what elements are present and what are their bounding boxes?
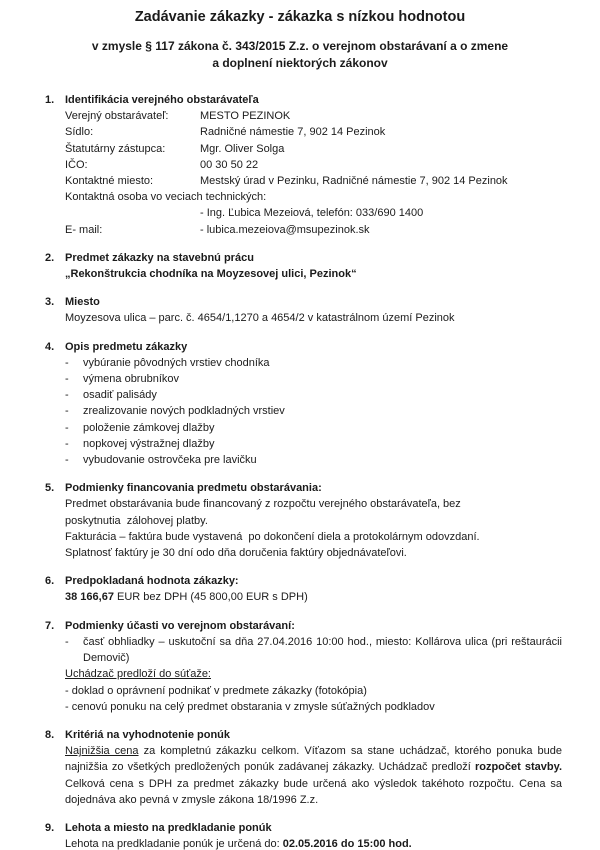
section-1-title: Identifikácia verejného obstarávateľa — [65, 94, 259, 106]
place-description: Moyzesova ulica – parc. č. 4654/1,1270 a 4654/2 v katastrálnom území Pezinok — [65, 312, 455, 325]
section-6-number: 6. — [45, 575, 55, 588]
list-item-text: položenie zámkovej dlažby — [83, 421, 215, 434]
section-6-heading — [45, 573, 562, 589]
deadline-line — [65, 836, 562, 850]
financing-line: poskytnutia zálohovej platby. — [65, 514, 208, 527]
tender-requirement: - cenovú ponuku na celý predmet obstarania v zmysle súťažných podkladov — [65, 700, 435, 713]
section-4-number: 4. — [45, 340, 55, 353]
list-item — [45, 355, 562, 371]
inspection-text: časť obhliadky – uskutoční sa dňa 27.04.2016 10:00 hod., miesto: Kollárova ulica (pri reštaurácii Demovič) — [83, 635, 562, 665]
dash-marker: - — [65, 421, 69, 434]
financing-line: Predmet obstarávania bude financovaný z rozpočtu verejného obstarávateľa, bez — [65, 498, 461, 511]
subtitle-line-1: v zmysle § 117 zákona č. 343/2015 Z.z. o verejnom obstarávaní a o zmene — [91, 39, 509, 53]
financing-line: Fakturácia – faktúra bude vystavená po dokončení diela a protokolárnym odovzdaní. — [65, 530, 480, 543]
field-label: Verejný obstarávateľ: — [65, 110, 169, 123]
section-7-title: Podmienky účasti vo verejnom obstarávaní: — [65, 619, 295, 632]
criteria-lead: Najnižšia cena — [65, 745, 139, 758]
section-1-body — [65, 108, 562, 238]
inspection-item — [45, 634, 562, 666]
list-item-text: výmena obrubníkov — [83, 373, 179, 386]
section-criteria — [45, 727, 562, 808]
section-4-list — [45, 355, 562, 468]
field-label: Štatutárny zástupca: — [65, 142, 166, 155]
deadline-prefix: Lehota na predkladanie ponúk je určená do: — [65, 838, 283, 850]
document-title: Zadávanie zákazky - zákazka s nízkou hodnotou — [134, 9, 466, 25]
section-description — [45, 339, 562, 469]
section-4-heading — [45, 339, 562, 355]
section-5-number: 5. — [45, 482, 55, 495]
contact-person-label: Kontaktná osoba vo veciach technických: — [65, 191, 267, 204]
dash-marker: - — [65, 373, 69, 386]
section-4-title: Opis predmetu zákazky — [65, 340, 188, 353]
field-label: Sídlo: — [65, 126, 94, 139]
field-label: E- mail: — [65, 223, 103, 236]
financing-line: Splatnosť faktúry je 30 dní odo dňa doručenia faktúry objednávateľovi. — [65, 547, 407, 560]
section-7-body — [65, 666, 562, 715]
section-1-heading — [45, 92, 562, 108]
list-item-text: osadiť palisády — [83, 389, 157, 402]
criteria-bold: rozpočet stavby. — [474, 761, 562, 774]
section-8-title: Kritériá na vyhodnotenie ponúk — [65, 728, 231, 741]
criteria-paragraph — [65, 743, 562, 808]
field-value: 00 30 50 22 — [200, 158, 259, 171]
section-9-number: 9. — [45, 821, 55, 834]
section-3-title: Miesto — [65, 296, 100, 309]
section-5-body — [65, 496, 562, 561]
section-financing — [45, 480, 562, 561]
dash-marker: - — [65, 405, 69, 418]
field-label-empty — [65, 205, 200, 221]
tender-submit-label: Uchádzač predloží do súťaže: — [65, 668, 211, 681]
section-2-title: Predmet zákazky na stavebnú prácu — [65, 251, 254, 264]
contract-name: „Rekonštrukcia chodníka na Moyzesovej ulici, Pezinok“ — [65, 268, 357, 281]
field-row-email — [65, 222, 562, 238]
subtitle-line-2: a doplnení niektorých zákonov — [212, 56, 388, 70]
section-5-heading — [45, 480, 562, 496]
section-2-number: 2. — [45, 251, 55, 264]
list-item — [45, 452, 562, 468]
field-label: Kontaktné miesto: — [65, 175, 154, 188]
tender-requirement: - doklad o oprávnení podnikať v predmete zákazky (fotokópia) — [65, 684, 367, 697]
field-value: Mgr. Oliver Solga — [200, 142, 285, 155]
field-value: Mestský úrad v Pezinku, Radničné námestie 7, 902 14 Pezinok — [200, 175, 508, 188]
list-item-text: vybúranie pôvodných vrstiev chodníka — [83, 356, 270, 369]
section-8-heading — [45, 727, 562, 743]
dash-marker: - — [65, 437, 69, 450]
field-row-address — [65, 124, 562, 140]
criteria-text-end: Celková cena s DPH za predmet zákazky bude určená ako výsledok takéhoto rozpočtu. Cena sa dojednáva ako pevná v zmysle zákona 18/1996 Z.z. — [65, 777, 562, 806]
section-6-title: Predpokladaná hodnota zákazky: — [65, 575, 239, 588]
dash-marker: - — [65, 454, 69, 467]
field-value: Radničné námestie 7, 902 14 Pezinok — [200, 126, 386, 139]
estimated-value-rest: EUR bez DPH (45 800,00 EUR s DPH) — [113, 591, 308, 604]
section-subject — [45, 250, 562, 282]
document-subtitle — [60, 38, 540, 72]
deadline-date: 02.05.2016 do 15:00 hod. — [282, 838, 412, 850]
section-9-heading — [45, 820, 562, 836]
field-value: - lubica.mezeiova@msupezinok.sk — [200, 223, 370, 236]
field-row-representative — [65, 141, 562, 157]
estimated-value-line — [65, 589, 562, 605]
section-7-heading — [45, 618, 562, 634]
section-7-number: 7. — [45, 619, 55, 632]
field-row-ico — [65, 157, 562, 173]
section-3-number: 3. — [45, 296, 55, 309]
section-9-title: Lehota a miesto na predkladanie ponúk — [65, 821, 272, 834]
section-5-title: Podmienky financovania predmetu obstarávania: — [65, 482, 322, 495]
estimated-value-amount: 38 166,67 — [65, 591, 114, 604]
list-item — [45, 387, 562, 403]
section-place — [45, 294, 562, 326]
list-item-text: nopkovej výstražnej dlažby — [83, 437, 215, 450]
section-identification — [45, 92, 562, 238]
section-8-number: 8. — [45, 728, 55, 741]
field-row-contact-place — [65, 173, 562, 189]
section-2-heading — [45, 250, 562, 266]
document-page — [0, 8, 600, 850]
section-1-number: 1. — [45, 94, 55, 106]
list-item — [45, 403, 562, 419]
list-item-text: vybudovanie ostrovčeka pre lavičku — [83, 454, 257, 467]
section-3-heading — [45, 294, 562, 310]
dash-marker: - — [65, 635, 69, 648]
section-deadline — [45, 820, 562, 850]
list-item — [45, 420, 562, 436]
section-estimated-value — [45, 573, 562, 605]
field-value: MESTO PEZINOK — [200, 110, 291, 123]
list-item — [45, 371, 562, 387]
list-item-text: zrealizovanie nových podkladných vrstiev — [83, 405, 285, 418]
contact-person-value: - Ing. Ľubica Mezeiová, telefón: 033/690 1400 — [200, 207, 424, 220]
dash-marker: - — [65, 389, 69, 402]
dash-marker: - — [65, 356, 69, 369]
section-participation — [45, 618, 562, 715]
contact-person-row — [65, 205, 562, 221]
field-label: IČO: — [65, 158, 88, 171]
field-row-authority — [65, 108, 562, 124]
list-item — [45, 436, 562, 452]
criteria-text: za kompletnú zákazku celkom. Víťazom sa stane uchádzač, ktorého ponuka bude najnižšia zo všetkých predložených ponúk zadávanej zákazky. Uchádzač predloží — [65, 745, 562, 774]
